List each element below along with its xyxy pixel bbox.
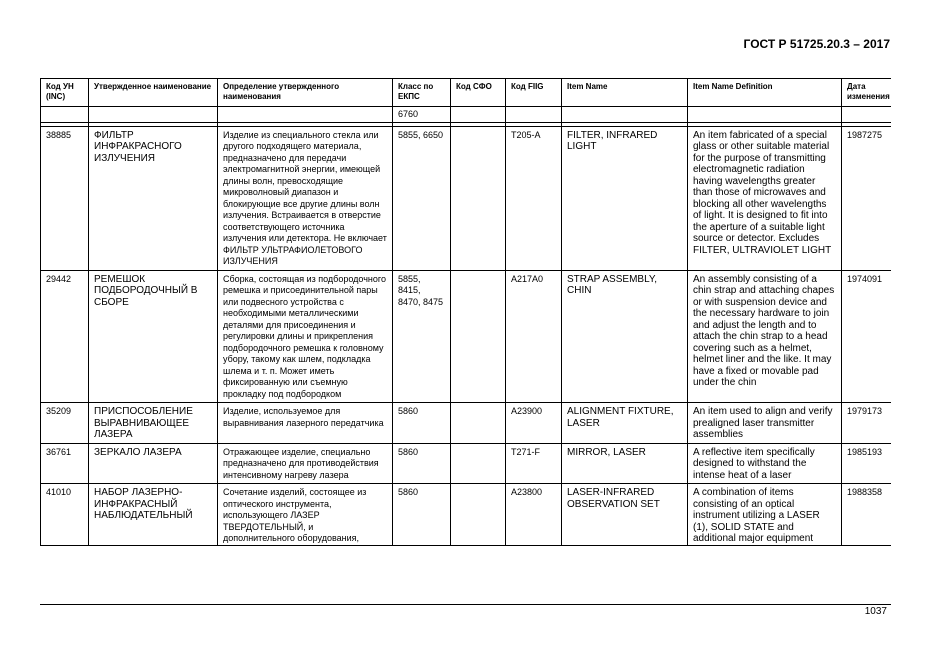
cell-sfo (451, 403, 506, 444)
cell-item-name: ALIGNMENT FIXTURE, LASER (562, 403, 688, 444)
table-header-row (41, 79, 892, 107)
cell-approved-name: НАБОР ЛАЗЕРНО-ИНФРАКРАСНЫЙ НАБЛЮДАТЕЛЬНЫЙ (89, 484, 218, 546)
cell-item-name: FILTER, INFRARED LIGHT (562, 126, 688, 270)
col-header-fiig: Код FIIG (506, 79, 562, 107)
cell-approved-name: ЗЕРКАЛО ЛАЗЕРА (89, 443, 218, 484)
col-header-date: Дата изменения (842, 79, 892, 107)
cell-inc: 29442 (41, 270, 89, 403)
cell-sfo (451, 484, 506, 546)
cell-class: 5860 (393, 403, 451, 444)
cell-definition-ru: Изделие, используемое для выравнивания лазерного передатчика (218, 403, 393, 444)
cell-definition-en: A reflective item specifically designed to withstand the intense heat of a laser (688, 443, 842, 484)
cell-definition-ru: Изделие из специального стекла или другого подходящего материала, предназначено для передачи электромагнитной энергии, имеющей длины волн, превосходящие микроволновый диапазон и блокирующие все другие длины волн излучения. Встраивается в отверстие соответствующего источника излучения или детектора. Не включает ФИЛЬТР УЛЬТРАФИОЛЕТОВОГО ИЗЛУЧЕНИЯ (218, 126, 393, 270)
cell-fiig: A23900 (506, 403, 562, 444)
cell-sfo (451, 443, 506, 484)
cell-approved-name: ФИЛЬТР ИНФРАКРАСНОГО ИЗЛУЧЕНИЯ (89, 126, 218, 270)
col-header-class: Класс по ЕКПС (393, 79, 451, 107)
cell-inc: 35209 (41, 403, 89, 444)
cell-definition-en: An item fabricated of a special glass or other suitable material for the purpose of transmitting electromagnetic radiation having wavelengths greater than those of microwaves and blocking all other wavelengths of light. It is designed to fit into the aperture of a suitable light source or detector. Excludes FILTER, ULTRAVIOLET LIGHT (688, 126, 842, 270)
col-header-inc: Код УН (INC) (41, 79, 89, 107)
cell-fiig: A23800 (506, 484, 562, 546)
col-header-definition-en: Item Name Definition (688, 79, 842, 107)
cell-definition-en: An assembly consisting of a chin strap and attaching chapes or with suspension device and the necessary hardware to join and adjust the length and to attach the chin strap to a head covering such as a helmet, helmet liner and the like. It may have a fixed or movable pad under the chin (688, 270, 842, 403)
col-header-approved-name: Утвержденное наименование (89, 79, 218, 107)
col-header-definition-ru: Определение утвержденного наименования (218, 79, 393, 107)
cell-class: 5860 (393, 443, 451, 484)
cell-item-name: LASER-INFRARED OBSERVATION SET (562, 484, 688, 546)
continuation-class-code: 6760 (393, 107, 451, 123)
cell-fiig: T205-A (506, 126, 562, 270)
cell-fiig: T271-F (506, 443, 562, 484)
cell-sfo (451, 270, 506, 403)
cell-sfo (451, 126, 506, 270)
col-header-item-name: Item Name (562, 79, 688, 107)
continuation-row (41, 107, 892, 123)
cell-definition-en: An item used to align and verify prealigned laser transmitter assemblies (688, 403, 842, 444)
cell-inc: 38885 (41, 126, 89, 270)
page-number: 1037 (864, 606, 887, 617)
cell-approved-name: РЕМЕШОК ПОДБОРОДОЧНЫЙ В СБОРЕ (89, 270, 218, 403)
cell-class: 5855, 8415, 8470, 8475 (393, 270, 451, 403)
cell-date: 1988358 (842, 484, 892, 546)
catalog-table (40, 78, 891, 546)
catalog-table-wrapper (40, 78, 891, 605)
cell-item-name: MIRROR, LASER (562, 443, 688, 484)
cell-class: 5855, 6650 (393, 126, 451, 270)
table-row (41, 403, 892, 444)
cell-date: 1979173 (842, 403, 892, 444)
col-header-sfo: Код СФО (451, 79, 506, 107)
table-row (41, 484, 892, 546)
cell-inc: 36761 (41, 443, 89, 484)
document-header: ГОСТ Р 51725.20.3 – 2017 (743, 37, 890, 51)
cell-date: 1974091 (842, 270, 892, 403)
table-row (41, 270, 892, 403)
cell-definition-ru: Отражающее изделие, специально предназначено для противодействия интенсивному нагреву лазера (218, 443, 393, 484)
cell-definition-ru: Сочетание изделий, состоящее из оптического инструмента, использующего ЛАЗЕР ТВЕРДОТЕЛЬНЫЙ, и дополнительного оборудования, (218, 484, 393, 546)
cell-inc: 41010 (41, 484, 89, 546)
table-row (41, 126, 892, 270)
cell-class: 5860 (393, 484, 451, 546)
cell-fiig: A217A0 (506, 270, 562, 403)
cell-definition-ru: Сборка, состоящая из подбородочного ремешка и присоединительной пары или подвесного устройства с необходимыми металлическими деталями для присоединения и регулировки длины и прикрепления подбородочного ремешка к головному убору, такому как шлем, подкладка шлема и т. п. Может иметь фиксированную или съемную прокладку под подбородком (218, 270, 393, 403)
cell-approved-name: ПРИСПОСОБЛЕНИЕ ВЫРАВНИВАЮЩЕЕ ЛАЗЕРА (89, 403, 218, 444)
table-row (41, 443, 892, 484)
cell-item-name: STRAP ASSEMBLY, CHIN (562, 270, 688, 403)
cell-date: 1985193 (842, 443, 892, 484)
cell-date: 1987275 (842, 126, 892, 270)
cell-definition-en: A combination of items consisting of an optical instrument utilizing a LASER (1), SOLID STATE and additional major equipment (688, 484, 842, 546)
